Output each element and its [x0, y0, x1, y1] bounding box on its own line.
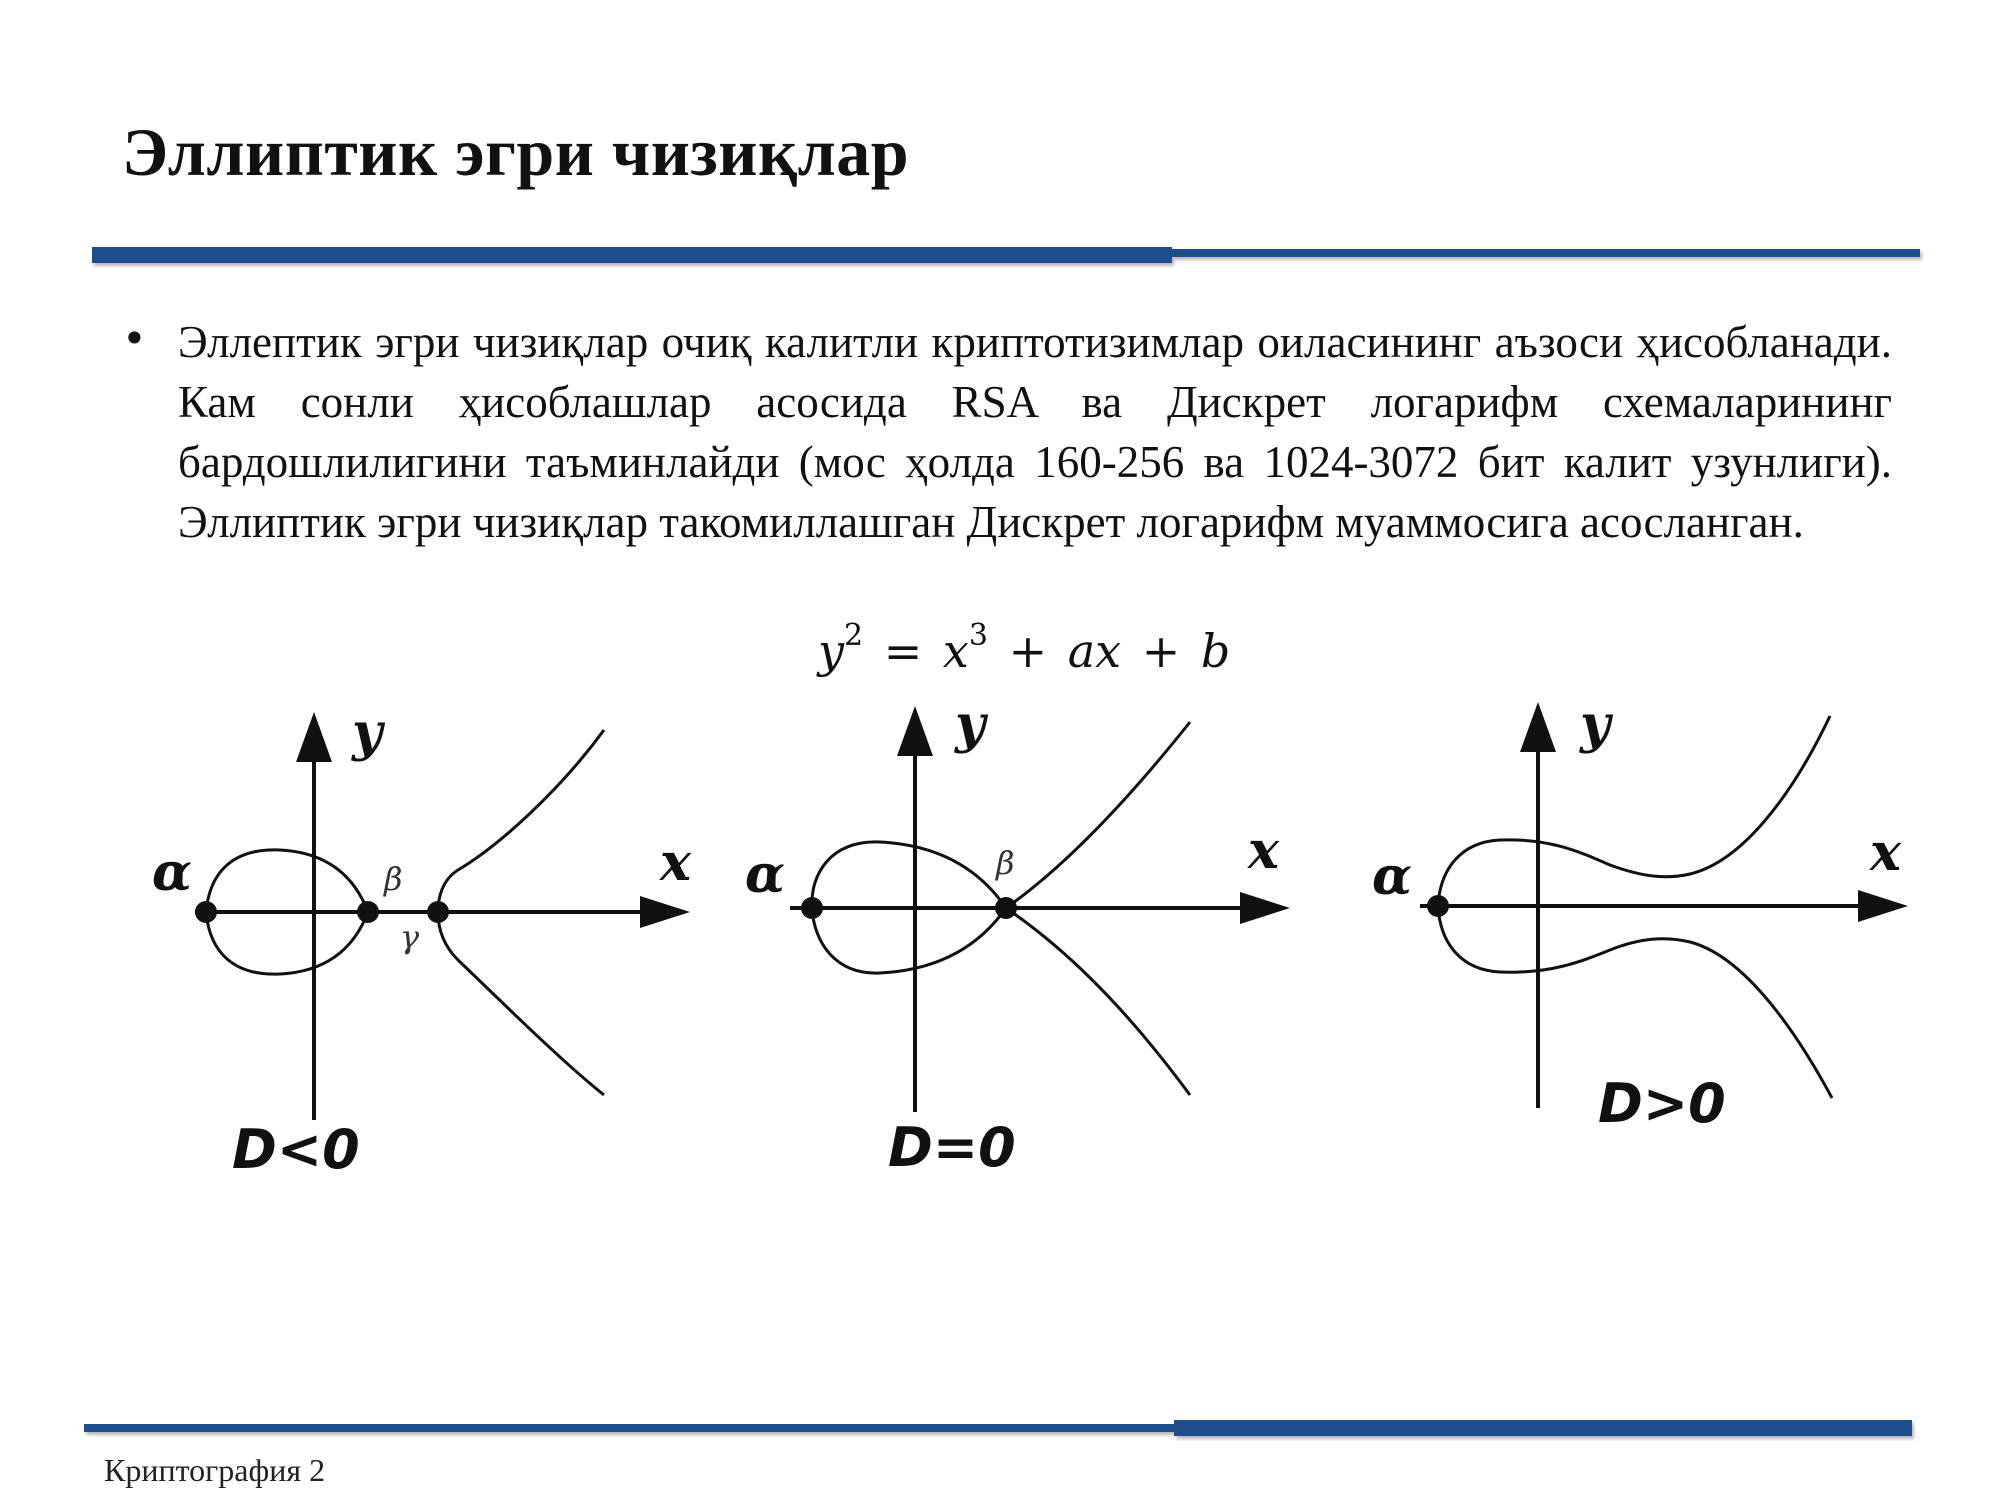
upper-branch-3: [1438, 716, 1830, 906]
label-alpha-1: α: [152, 842, 193, 903]
formula-x-exp: 3: [968, 618, 988, 653]
right-branch-2: [1006, 722, 1190, 908]
label-beta-2: β: [996, 844, 1015, 882]
formula-equals: =: [883, 624, 923, 678]
formula-y: y: [818, 624, 844, 678]
lower-branch-3: [1438, 906, 1832, 1098]
y-axis-label-1: y: [352, 702, 383, 763]
point-alpha-3: [1427, 895, 1449, 917]
label-beta-1: β: [384, 860, 403, 898]
y-axis-arrow-3: [1520, 702, 1556, 752]
label-alpha-3: α: [1372, 846, 1413, 907]
label-alpha-2: α: [745, 844, 786, 905]
x-axis-arrow-3: [1858, 890, 1908, 922]
x-axis-label-3: x: [1870, 822, 1902, 883]
point-alpha-1: [195, 901, 217, 923]
x-axis-label-2: x: [1248, 820, 1280, 881]
point-beta-2: [995, 897, 1017, 919]
right-branch-2-lower: [1006, 908, 1190, 1095]
y-axis-label-3: y: [1580, 694, 1611, 755]
bullet-dot: •: [122, 314, 147, 363]
x-axis-label-1: x: [660, 832, 692, 893]
caption-2: D=0: [888, 1116, 1016, 1179]
label-gamma-1: γ: [400, 918, 420, 956]
curve-formula: [818, 618, 1231, 678]
y-axis-label-2: y: [955, 694, 986, 755]
x-axis-arrow-1: [640, 896, 690, 928]
right-branch-1: [438, 730, 604, 1095]
point-beta-1: [357, 901, 379, 923]
formula-plus-2: +: [1141, 624, 1181, 678]
point-alpha-2: [801, 897, 823, 919]
slide-title: Эллиптик эгри чизиқлар: [122, 114, 910, 190]
figure-d-zero: [745, 694, 1290, 1179]
loop-branch-2: [812, 842, 1006, 973]
formula-x: x: [942, 624, 969, 678]
caption-3: D>0: [1598, 1072, 1726, 1135]
y-axis-arrow-2: [897, 706, 933, 756]
bullet-text: Эллептик эгри чизиқлар очиқ калитли криптотизимлар оиласининг аъзоси ҳисобланади. Кам сонли ҳисоблашлар асосида RSA ва Дискрет логарифм схемаларининг бардошлилигини таъминлайди (мос ҳолда 160-256 ва 1024-3072 бит калит узунлиги). Эллиптик эгри чизиқлар такомиллашган Дискрет логарифм муаммосига асосланган.: [178, 317, 1892, 547]
formula-b: b: [1200, 624, 1231, 678]
oval-branch-1: [206, 850, 368, 974]
footer-text: Криптография 2: [104, 1452, 326, 1488]
figure-d-negative: [152, 702, 692, 1181]
figure-d-positive: [1372, 694, 1908, 1135]
formula-plus-1: +: [1008, 624, 1048, 678]
formula-y-exp: 2: [844, 618, 864, 653]
caption-1: D<0: [232, 1118, 360, 1181]
point-gamma-1: [427, 901, 449, 923]
formula-ax: ax: [1067, 624, 1122, 678]
y-axis-arrow-1: [296, 712, 332, 762]
x-axis-arrow-2: [1240, 892, 1290, 924]
